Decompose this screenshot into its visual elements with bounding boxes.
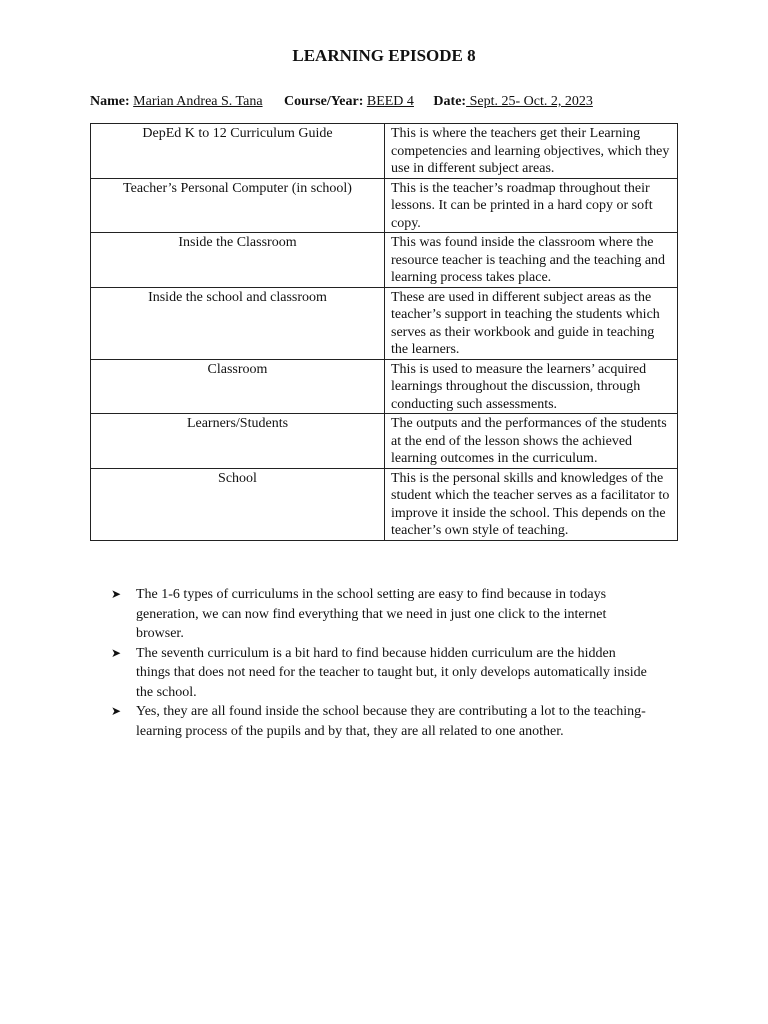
location-cell: Teacher’s Personal Computer (in school) [91, 178, 385, 233]
table-row [91, 178, 678, 233]
name-value: Marian Andrea S. Tana [133, 94, 263, 109]
curriculum-table [90, 123, 678, 541]
description-cell: This is the personal skills and knowledges of the student which the teacher serves as a facilitator to improve it inside the school. This depends on the teacher’s own style of teaching. [385, 468, 678, 540]
location-cell: Classroom [91, 359, 385, 414]
description-cell: The outputs and the performances of the students at the end of the lesson shows the achieved learning outcomes in the curriculum. [385, 414, 678, 469]
list-item [111, 644, 651, 703]
table-row [91, 468, 678, 540]
list-item-text: Yes, they are all found inside the school because they are contributing a lot to the teaching-learning process of the pupils and by that, they are all related to one another. [136, 704, 646, 739]
page-title: LEARNING EPISODE 8 [292, 46, 476, 65]
arrowhead-bullet-icon: ➤ [111, 645, 122, 660]
list-item [111, 585, 651, 644]
description-cell: This was found inside the classroom where the resource teacher is teaching and the teaching and learning process takes place. [385, 233, 678, 288]
student-info-line [90, 94, 593, 110]
name-label: Name: [90, 94, 130, 109]
course-label: Course/Year: [284, 94, 364, 109]
table-row [91, 359, 678, 414]
list-item [111, 702, 651, 741]
location-cell: Inside the school and classroom [91, 287, 385, 359]
reflection-bullet-list [111, 585, 651, 741]
description-cell: These are used in different subject areas as the teacher’s support in teaching the students which serves as their workbook and guide in teaching the learners. [385, 287, 678, 359]
location-cell: Inside the Classroom [91, 233, 385, 288]
table-row [91, 414, 678, 469]
arrowhead-bullet-icon: ➤ [111, 587, 122, 601]
list-item-text: The 1-6 types of curriculums in the school setting are easy to find because in todays generation, we can now find everything that we need in just one click to the internet browser. [136, 587, 607, 641]
date-value: Sept. 25- Oct. 2, 2023 [466, 94, 593, 109]
table-row [91, 233, 678, 288]
location-cell: Learners/Students [91, 414, 385, 469]
description-cell: This is the teacher’s roadmap throughout their lessons. It can be printed in a hard copy or soft copy. [385, 178, 678, 233]
location-cell: School [91, 468, 385, 540]
description-cell: This is used to measure the learners’ acquired learnings throughout the discussion, through conducting such assessments. [385, 359, 678, 414]
date-label: Date: [433, 94, 467, 109]
description-cell: This is where the teachers get their Learning competencies and learning objectives, which they use in different subject areas. [385, 124, 678, 179]
table-row [91, 124, 678, 179]
list-item-text: The seventh curriculum is a bit hard to find because hidden curriculum are the hidden things that does not need for the teacher to taught but, it only develops automatically inside the school. [136, 645, 647, 700]
location-cell: DepEd K to 12 Curriculum Guide [91, 124, 385, 179]
table-row [91, 287, 678, 359]
arrowhead-bullet-icon: ➤ [111, 704, 122, 718]
course-value: BEED 4 [366, 94, 414, 109]
